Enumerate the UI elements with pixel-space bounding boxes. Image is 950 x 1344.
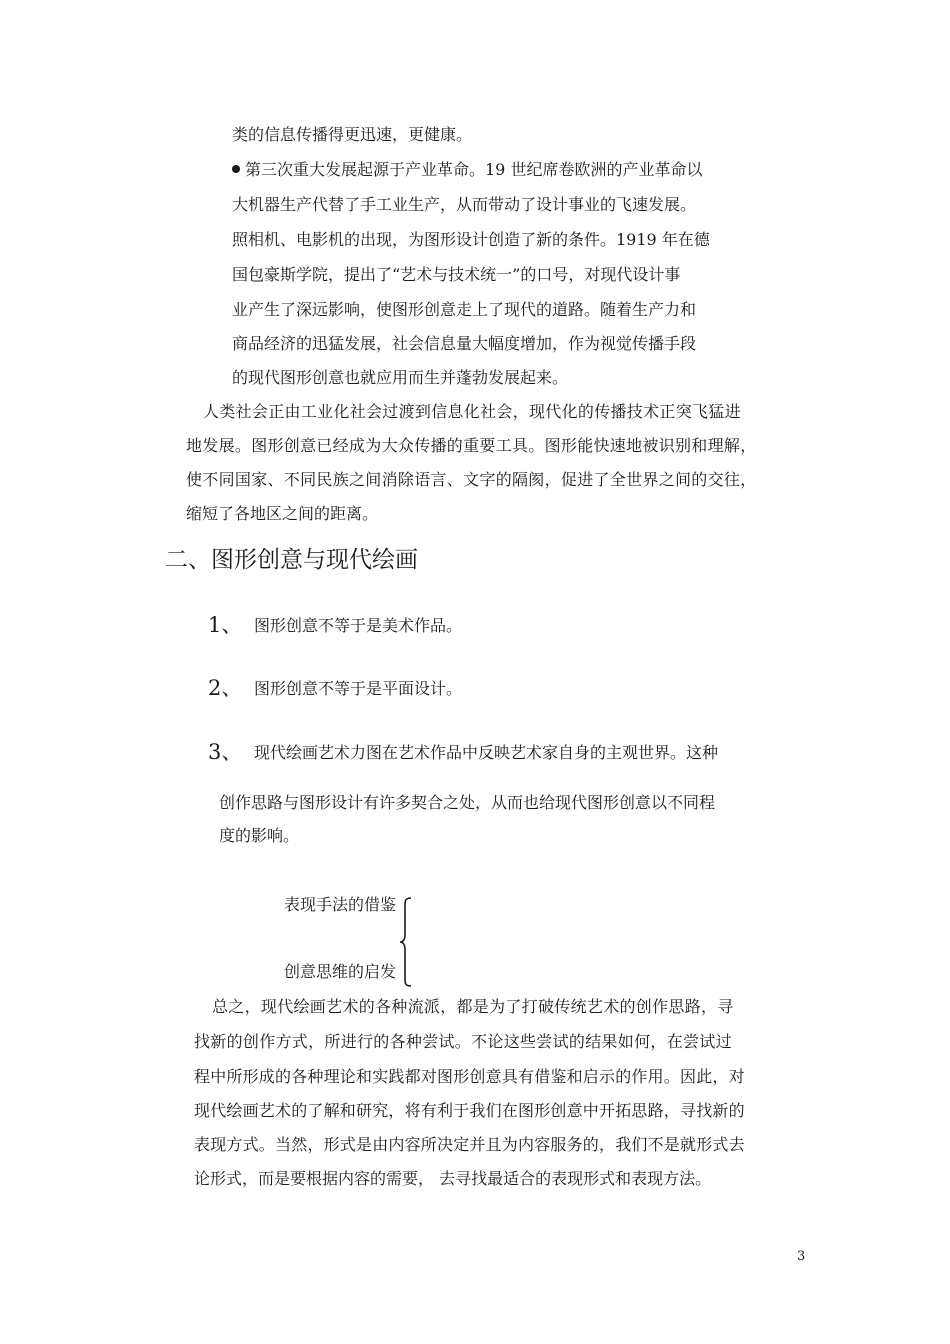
text-line: 业产生了深远影响，使图形创意走上了现代的道路。随着生产力和 bbox=[232, 300, 697, 319]
brace-item: 创意思维的启发 bbox=[284, 962, 397, 981]
brace-item: 表现手法的借鉴 bbox=[284, 895, 397, 914]
paragraph-line: 现代绘画艺术的了解和研究，将有利于我们在图形创意中开拓思路，寻找新的 bbox=[194, 1101, 745, 1120]
item-text: 图形创意不等于是平面设计。 bbox=[254, 679, 463, 698]
text-line: 的现代图形创意也就应用而生并蓬勃发展起来。 bbox=[232, 368, 569, 387]
item-text: 现代绘画艺术力图在艺术作品中反映艺术家自身的主观世界。这种 bbox=[254, 743, 719, 762]
paragraph-line: 找新的创作方式，所进行的各种尝试。不论这些尝试的结果如何，在尝试过 bbox=[194, 1032, 732, 1051]
text-line: 第三次重大发展起源于产业革命。19 世纪席卷欧洲的产业革命以 bbox=[245, 160, 703, 179]
text-line: 类的信息传播得更迅速，更健康。 bbox=[232, 125, 473, 144]
paragraph-line: 使不同国家、不同民族之间消除语言、文字的隔阂，促进了全世界之间的交往， bbox=[186, 470, 757, 489]
paragraph-line: 总之，现代绘画艺术的各种流派，都是为了打破传统艺术的创作思路，寻 bbox=[212, 997, 734, 1016]
paragraph-line: 缩短了各地区之间的距离。 bbox=[186, 504, 379, 523]
paragraph-line: 人类社会正由工业化社会过渡到信息化社会，现代化的传播技术正突飞猛进 bbox=[203, 402, 741, 421]
item-continuation: 度的影响。 bbox=[219, 826, 300, 845]
bullet-icon bbox=[232, 165, 240, 173]
text-line: 商品经济的迅猛发展，社会信息量大幅度增加，作为视觉传播手段 bbox=[232, 334, 697, 353]
bullet-line bbox=[232, 160, 702, 180]
item-number: 2、 bbox=[208, 676, 243, 700]
item-number: 1、 bbox=[208, 613, 243, 637]
text-line: 大机器生产代替了手工业生产，从而带动了设计事业的飞速发展。 bbox=[232, 195, 697, 214]
item-text: 图形创意不等于是美术作品。 bbox=[254, 616, 463, 635]
section-heading: 二、图形创意与现代绘画 bbox=[165, 547, 418, 573]
paragraph-line: 论形式，而是要根据内容的需要， 去寻找最适合的表现形式和表现方法。 bbox=[194, 1169, 712, 1188]
text-line: 照相机、电影机的出现，为图形设计创造了新的条件。1919 年在德 bbox=[232, 230, 710, 249]
page-number: 3 bbox=[797, 1249, 806, 1264]
text-line: 国包豪斯学院，提出了“艺术与技术统一”的口号，对现代设计事 bbox=[232, 265, 681, 284]
paragraph-line: 表现方式。当然，形式是由内容所决定并且为内容服务的，我们不是就形式去 bbox=[194, 1135, 745, 1154]
item-continuation: 创作思路与图形设计有许多契合之处，从而也给现代图形创意以不同程 bbox=[219, 793, 716, 812]
paragraph-line: 程中所形成的各种理论和实践都对图形创意具有借鉴和启示的作用。因此，对 bbox=[194, 1067, 745, 1086]
item-number: 3、 bbox=[208, 740, 243, 764]
paragraph-line: 地发展。图形创意已经成为大众传播的重要工具。图形能快速地被识别和理解， bbox=[186, 436, 757, 455]
right-brace-icon bbox=[398, 896, 414, 988]
